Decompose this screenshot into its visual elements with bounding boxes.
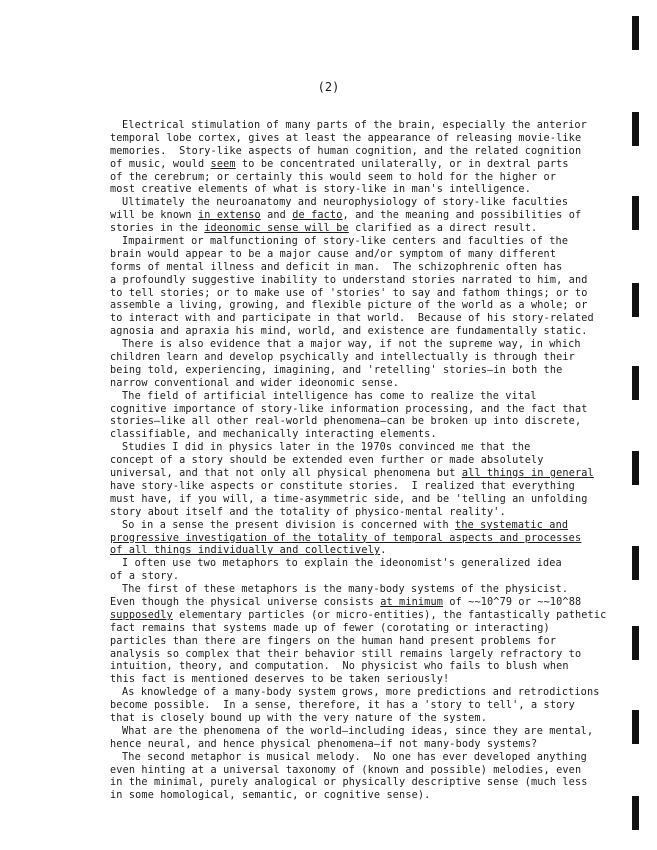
text-line bbox=[110, 623, 610, 636]
text-segment: Studies I did in physics later in the 1970s convinced me that the bbox=[122, 442, 531, 454]
paragraph bbox=[110, 558, 610, 584]
text-line bbox=[110, 494, 610, 507]
paragraph bbox=[110, 752, 610, 804]
text-line bbox=[110, 133, 610, 146]
paragraph bbox=[110, 520, 610, 559]
text-segment: most creative elements of what is story-like in man's intelligence. bbox=[110, 184, 531, 196]
text-segment: elementary particles (or micro-entities), the fantastically pathetic bbox=[172, 609, 607, 621]
text-line bbox=[110, 365, 610, 378]
paragraph bbox=[110, 339, 610, 391]
text-line bbox=[110, 726, 610, 739]
text-segment: to interact with and participate in that world. Because of his story-related bbox=[110, 313, 594, 325]
text-line bbox=[110, 442, 610, 455]
binding-mark bbox=[632, 451, 639, 485]
binding-mark bbox=[632, 283, 639, 317]
text-line bbox=[110, 378, 610, 391]
text-line bbox=[110, 790, 610, 803]
underlined-text: de facto bbox=[292, 210, 343, 222]
text-line bbox=[110, 159, 610, 172]
text-line bbox=[110, 210, 610, 223]
text-line bbox=[110, 455, 610, 468]
text-segment: will be known bbox=[110, 210, 198, 222]
text-segment: As knowledge of a many-body system grows, more predictions and retrodictions bbox=[122, 687, 600, 699]
text-segment: of ~~10^79 or ~~10^88 bbox=[443, 596, 582, 608]
text-segment: to tell stories; or to make use of 'stories' to say and fathom things; or to bbox=[110, 287, 588, 299]
text-segment: analysis so complex that their behavior still remains largely refractory to bbox=[110, 648, 582, 660]
text-segment: being told, experiencing, imagining, and 'retelling' stories—in both the bbox=[110, 364, 563, 376]
text-line bbox=[110, 739, 610, 752]
underlined-text: of all things individually and collectively bbox=[110, 545, 381, 557]
text-segment: intuition, theory, and computation. No physicist who fails to blush when bbox=[110, 661, 569, 673]
text-segment: cognitive importance of story-like information processing, and the fact that bbox=[110, 403, 588, 415]
text-segment: The first of these metaphors is the many-body systems of the physicist. bbox=[122, 584, 569, 596]
text-line bbox=[110, 404, 610, 417]
text-segment: brain would appear to be a major cause and/or symptom of many different bbox=[110, 248, 557, 260]
binding-mark bbox=[632, 16, 639, 50]
underlined-text: ideonomic sense will be bbox=[204, 223, 349, 235]
text-line bbox=[110, 416, 610, 429]
text-segment: become possible. In a sense, therefore, it has a 'story to tell', a story bbox=[110, 700, 575, 712]
text-line bbox=[110, 713, 610, 726]
text-segment: , and the meaning and possibilities of bbox=[342, 210, 582, 222]
text-segment: The second metaphor is musical melody. No one has ever developed anything bbox=[122, 751, 587, 763]
text-segment: I often use two metaphors to explain the ideonomist's generalized idea bbox=[122, 558, 562, 570]
text-line bbox=[110, 765, 610, 778]
text-segment: must have, if you will, a time-asymmetric side, and be 'telling an unfolding bbox=[110, 493, 588, 505]
paragraph bbox=[110, 584, 610, 687]
underlined-text: supposedly bbox=[110, 609, 173, 621]
text-line bbox=[110, 571, 610, 584]
text-line bbox=[110, 249, 610, 262]
text-line bbox=[110, 391, 610, 404]
text-segment: have story-like aspects or constitute stories. I realized that everything bbox=[110, 480, 575, 492]
underlined-text: in extenso bbox=[197, 210, 261, 222]
text-line bbox=[110, 533, 610, 546]
text-line bbox=[110, 636, 610, 649]
binding-mark bbox=[632, 546, 639, 580]
binding-mark bbox=[632, 710, 639, 744]
paragraph bbox=[110, 726, 610, 752]
text-segment: classifiable, and mechanically interacting elements. bbox=[110, 429, 437, 441]
text-segment: narrow conventional and wider ideonomic sense. bbox=[110, 377, 400, 389]
text-segment: of the cerebrum; or certainly this would seem to hold for the higher or bbox=[110, 171, 557, 183]
text-segment: So in a sense the present division is concerned with bbox=[122, 519, 456, 531]
underlined-text: at minimum bbox=[380, 596, 444, 608]
text-segment: fact remains that systems made up of fewer (corotating or interacting) bbox=[110, 622, 550, 634]
binding-mark bbox=[632, 112, 639, 146]
text-line bbox=[110, 313, 610, 326]
text-segment: children learn and develop psychically and intellectually is through their bbox=[110, 352, 575, 364]
text-line bbox=[110, 326, 610, 339]
text-line bbox=[110, 752, 610, 765]
text-line bbox=[110, 288, 610, 301]
document-body bbox=[110, 120, 610, 803]
text-line bbox=[110, 520, 610, 533]
text-line bbox=[110, 352, 610, 365]
text-segment: memories. Story-like aspects of human cognition, and the related cognition bbox=[110, 145, 582, 157]
text-segment: of music, would bbox=[110, 158, 211, 170]
text-segment: clarified as a direct result. bbox=[348, 223, 538, 235]
text-segment: universal, and that not only all physical phenomena but bbox=[110, 468, 462, 480]
underlined-text: the systematic and bbox=[455, 519, 569, 531]
text-line bbox=[110, 172, 610, 185]
text-line bbox=[110, 468, 610, 481]
text-segment: What are the phenomena of the world—including ideas, since they are mental, bbox=[122, 725, 594, 737]
text-line bbox=[110, 507, 610, 520]
binding-mark bbox=[632, 626, 639, 660]
text-segment: assemble a living, growing, and flexible picture of the world as a whole; or bbox=[110, 300, 588, 312]
text-segment: to be concentrated unilaterally, or in dextral parts bbox=[235, 158, 569, 170]
paragraph bbox=[110, 391, 610, 443]
paragraph bbox=[110, 687, 610, 726]
text-line bbox=[110, 687, 610, 700]
text-segment: forms of mental illness and deficit in man. The schizophrenic often has bbox=[110, 261, 563, 273]
text-segment: in some homological, semantic, or cognitive sense). bbox=[110, 790, 431, 802]
text-line bbox=[110, 545, 610, 558]
text-line bbox=[110, 197, 610, 210]
underlined-text: seem bbox=[210, 158, 236, 170]
text-segment: Impairment or malfunctioning of story-like centers and faculties of the bbox=[122, 236, 569, 248]
text-segment: that is closely bound up with the very nature of the system. bbox=[110, 712, 488, 724]
paragraph bbox=[110, 236, 610, 339]
text-segment: even hinting at a universal taxonomy of (known and possible) melodies, even bbox=[110, 764, 582, 776]
text-line bbox=[110, 777, 610, 790]
text-segment: and bbox=[260, 210, 293, 222]
text-segment: in the minimal, purely analogical or physically descriptive sense (much less bbox=[110, 777, 588, 789]
text-segment: stories—like all other real-world phenomena—can be broken up into discrete, bbox=[110, 416, 582, 428]
text-line bbox=[110, 236, 610, 249]
binding-mark bbox=[632, 196, 639, 230]
text-line bbox=[110, 674, 610, 687]
text-segment: this fact is mentioned deserves to be taken seriously! bbox=[110, 674, 450, 686]
page-number: (2) bbox=[317, 80, 340, 94]
paragraph bbox=[110, 120, 610, 197]
underlined-text: progressive investigation of the totality of temporal aspects and processes bbox=[110, 532, 582, 544]
text-line bbox=[110, 339, 610, 352]
underlined-text: all things in general bbox=[461, 468, 594, 480]
text-segment: of a story. bbox=[110, 571, 180, 583]
text-segment: temporal lobe cortex, gives at least the appearance of releasing movie-like bbox=[110, 132, 582, 144]
paragraph bbox=[110, 197, 610, 236]
binding-mark bbox=[632, 366, 639, 400]
text-line bbox=[110, 120, 610, 133]
text-segment: Even though the physical universe consists bbox=[110, 596, 381, 608]
text-line bbox=[110, 597, 610, 610]
text-segment: stories in the bbox=[110, 223, 205, 235]
text-segment: Electrical stimulation of many parts of the brain, especially the anterior bbox=[122, 120, 587, 131]
text-line bbox=[110, 262, 610, 275]
text-line bbox=[110, 429, 610, 442]
text-segment: story about itself and the totality of physico-mental reality'. bbox=[110, 506, 506, 518]
text-segment: concept of a story should be extended even further or made absolutely bbox=[110, 455, 544, 467]
text-segment: a profoundly suggestive inability to understand stories narrated to him, and bbox=[110, 274, 588, 286]
text-line bbox=[110, 700, 610, 713]
text-segment: . bbox=[380, 545, 387, 557]
text-line bbox=[110, 584, 610, 597]
text-segment: The field of artificial intelligence has come to realize the vital bbox=[122, 390, 537, 402]
text-line bbox=[110, 146, 610, 159]
text-line bbox=[110, 481, 610, 494]
text-segment: particles than there are fingers on the human hand present problems for bbox=[110, 635, 557, 647]
paragraph bbox=[110, 442, 610, 519]
text-line bbox=[110, 610, 610, 623]
text-line bbox=[110, 558, 610, 571]
text-line bbox=[110, 661, 610, 674]
text-segment: agnosia and apraxia his mind, world, and existence are fundamentally static. bbox=[110, 326, 588, 338]
text-line bbox=[110, 223, 610, 236]
text-segment: hence neural, and hence physical phenomena—if not many-body systems? bbox=[110, 738, 538, 750]
text-segment: There is also evidence that a major way, if not the supreme way, in which bbox=[122, 339, 581, 351]
text-line bbox=[110, 300, 610, 313]
text-line bbox=[110, 649, 610, 662]
text-line bbox=[110, 184, 610, 197]
text-line bbox=[110, 275, 610, 288]
binding-mark bbox=[632, 796, 639, 830]
text-segment: Ultimately the neuroanatomy and neurophysiology of story-like faculties bbox=[122, 197, 569, 209]
